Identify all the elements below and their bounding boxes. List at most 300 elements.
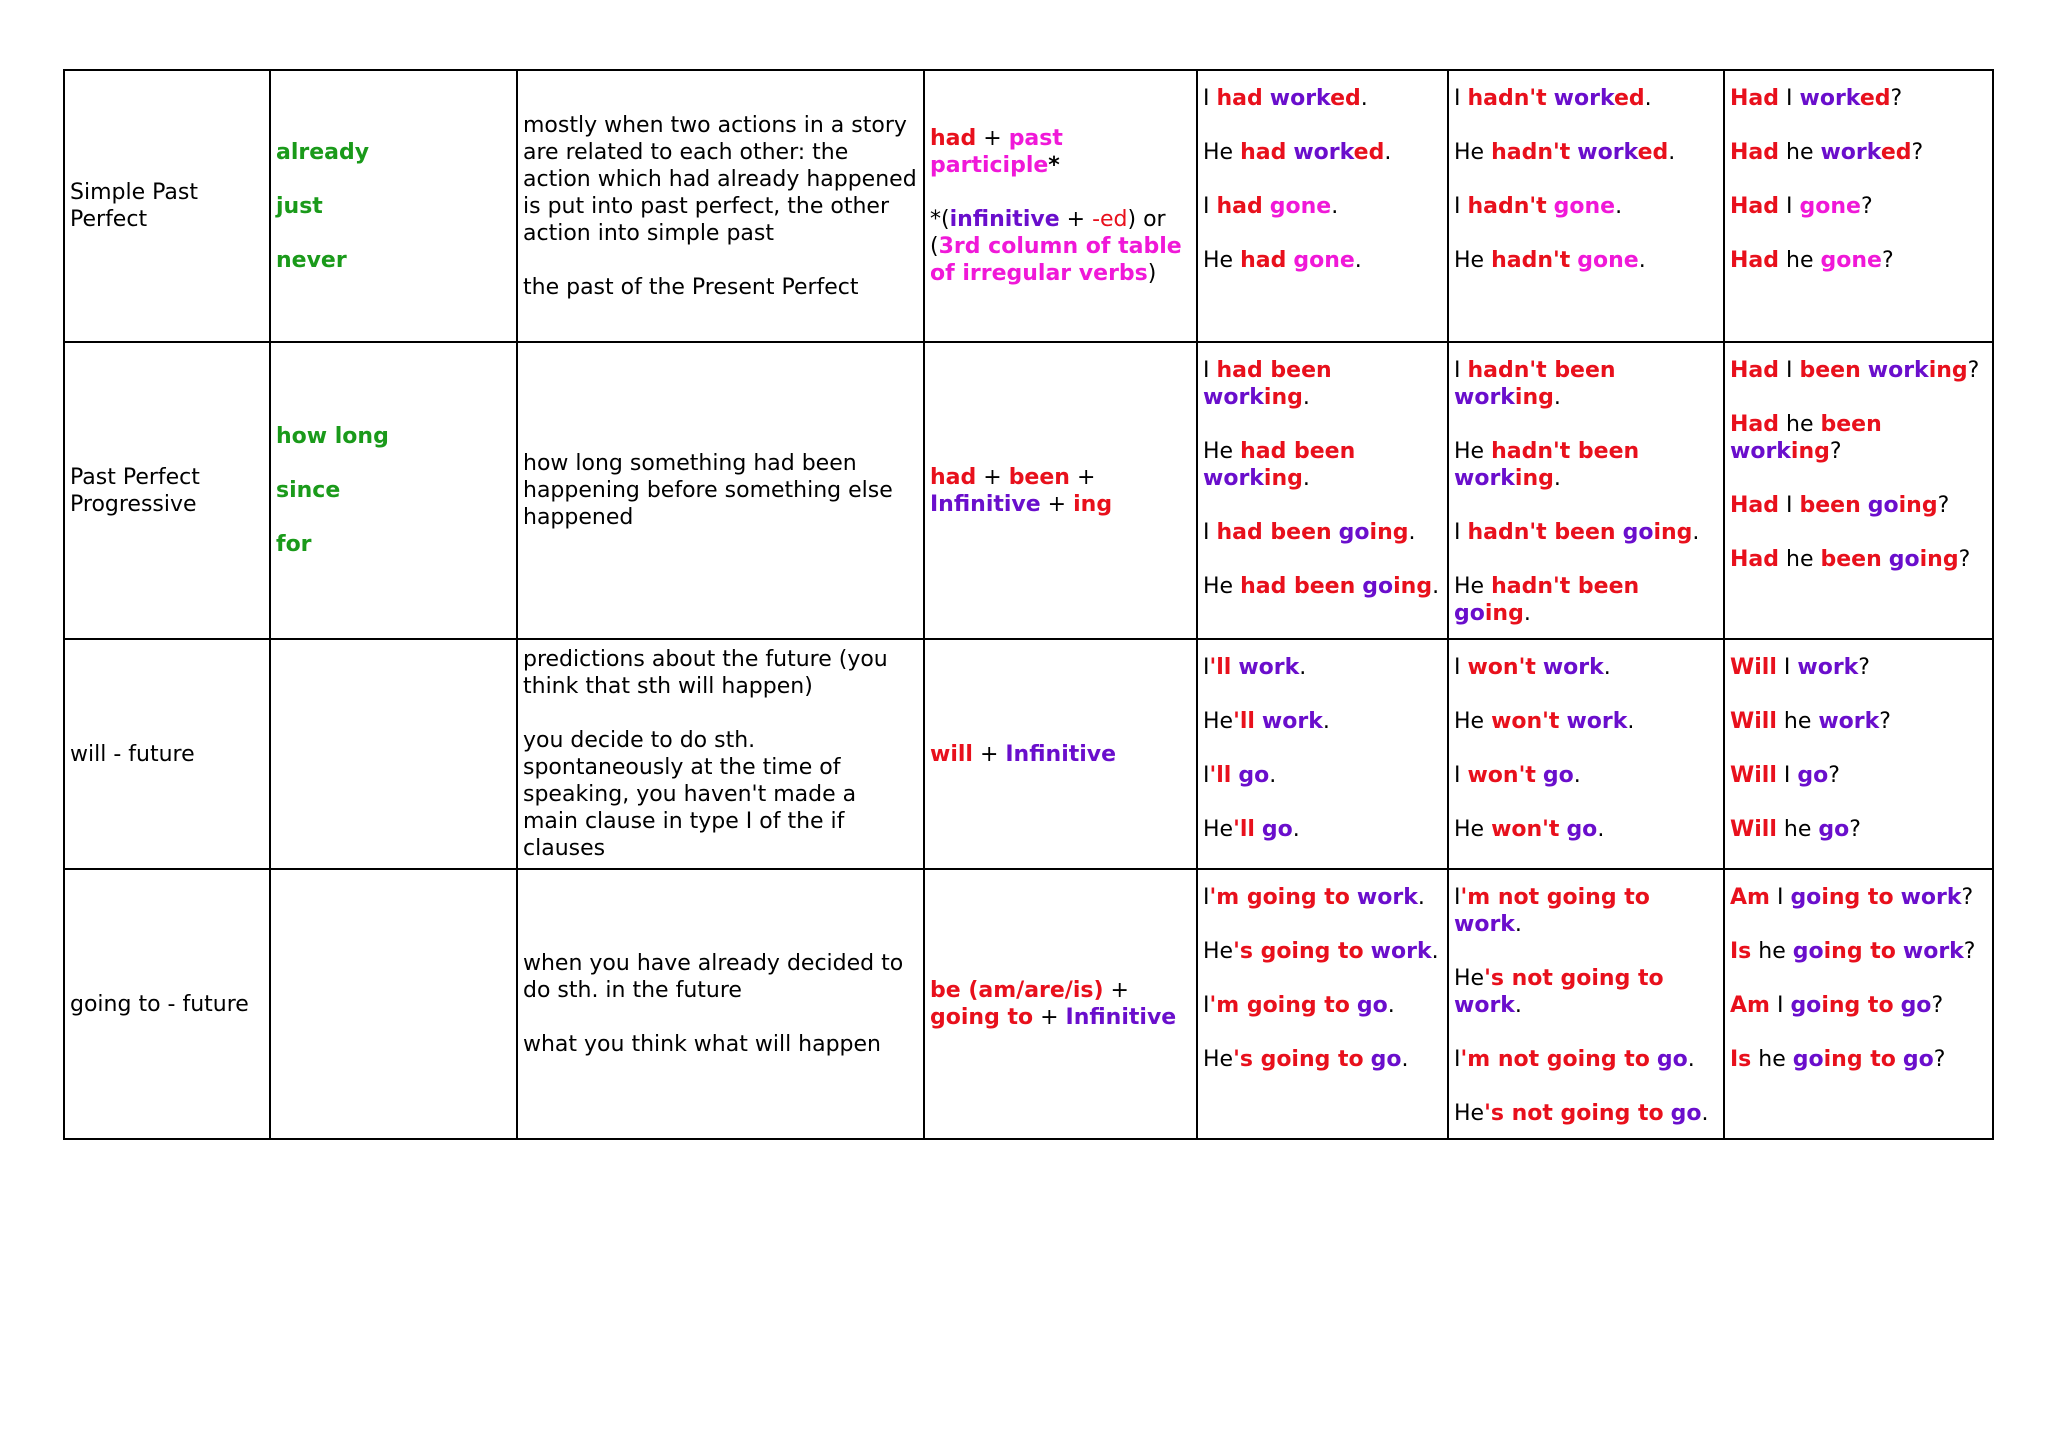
text-segment: ? — [1937, 493, 1950, 518]
text-segment: . — [1432, 574, 1440, 599]
text-segment: . — [1701, 1101, 1709, 1126]
text-segment: . — [1354, 248, 1362, 273]
text-segment: gone — [1577, 248, 1639, 273]
use-cell — [517, 869, 924, 1139]
tense-name: going to - future — [70, 991, 249, 1017]
text-segment: + — [976, 126, 1009, 151]
example-sentence — [1730, 193, 1987, 220]
signal-words-cell — [270, 342, 517, 639]
text-segment: go — [1622, 520, 1654, 545]
use-text: you decide to do sth. spontaneously at the time of speaking, you haven't made a main clause in type I of the if clauses — [523, 728, 857, 861]
text-segment: work — [1577, 140, 1638, 165]
text-segment: gone — [1269, 194, 1332, 219]
text-segment: Had — [1730, 248, 1780, 273]
text-segment: go — [1362, 574, 1394, 599]
text-segment: he — [1779, 547, 1821, 572]
text-segment: . — [1523, 601, 1531, 626]
text-segment: 'll — [1209, 763, 1232, 788]
text-segment: had — [1240, 140, 1287, 165]
example-sentence — [1454, 708, 1718, 735]
text-segment: ing — [1263, 385, 1303, 410]
text-segment: He — [1454, 1101, 1485, 1126]
text-segment — [1263, 194, 1270, 219]
text-segment: gone — [1799, 194, 1861, 219]
example-sentence — [1203, 654, 1442, 681]
text-segment: work — [1730, 439, 1791, 464]
text-segment: I — [1776, 763, 1798, 788]
text-segment: go — [1670, 1101, 1702, 1126]
text-segment: . — [1401, 1047, 1409, 1072]
text-segment: I — [1454, 86, 1468, 111]
example-sentence — [1730, 884, 1987, 911]
text-segment: work — [1356, 885, 1418, 910]
question-examples-cell — [1724, 869, 1993, 1139]
negative-examples-cell — [1448, 70, 1724, 342]
example-sentence — [1730, 816, 1987, 843]
text-segment: ing — [1393, 574, 1433, 599]
text-segment: had — [1240, 248, 1287, 273]
form-text — [930, 464, 1191, 518]
text-segment: work — [1553, 86, 1614, 111]
text-segment: ? — [1828, 763, 1840, 788]
text-segment: had — [1216, 86, 1263, 111]
positive-examples-cell — [1197, 70, 1448, 342]
text-segment: Is — [1730, 939, 1752, 964]
text-segment: Will — [1730, 655, 1777, 680]
text-segment: I — [1203, 763, 1210, 788]
text-segment: ? — [1961, 885, 1974, 910]
signal-word: how long — [276, 424, 389, 449]
text-segment: Am — [1730, 885, 1770, 910]
text-segment: had — [1216, 194, 1263, 219]
text-segment: + — [976, 464, 1009, 490]
text-segment: had been — [1240, 439, 1356, 464]
signal-words-cell — [270, 869, 517, 1139]
text-segment: Will — [1730, 763, 1777, 788]
text-segment: won't — [1491, 709, 1560, 734]
example-sentence — [1454, 193, 1718, 220]
text-segment: ? — [1858, 655, 1870, 680]
text-segment: . — [1514, 912, 1522, 937]
example-sentence — [1203, 938, 1442, 965]
text-segment: ing — [1653, 520, 1693, 545]
text-segment: ? — [1849, 817, 1861, 842]
use-cell — [517, 70, 924, 342]
text-segment: hadn't been — [1491, 439, 1640, 464]
example-sentence — [1730, 762, 1987, 789]
form-text — [930, 125, 1191, 179]
text-segment: . — [1514, 993, 1522, 1018]
text-segment: been — [1820, 547, 1882, 572]
text-segment: . — [1292, 817, 1300, 842]
use-text: the past of the Present Perfect — [523, 274, 859, 300]
text-segment: had been — [1216, 358, 1332, 383]
question-examples-cell — [1724, 342, 1993, 639]
text-segment: . — [1417, 885, 1425, 910]
form-cell — [924, 639, 1197, 869]
text-segment: I — [1454, 520, 1468, 545]
text-segment: had been — [1240, 574, 1356, 599]
text-segment: I — [1454, 885, 1461, 910]
text-segment: had — [930, 126, 977, 151]
text-segment: go — [1867, 493, 1899, 518]
text-segment: -ed — [1092, 207, 1128, 232]
text-segment: work — [1454, 993, 1515, 1018]
example-sentence — [1454, 573, 1718, 627]
text-segment: I — [1203, 885, 1210, 910]
text-segment: 'm not going to — [1460, 1047, 1650, 1072]
text-segment: work — [1261, 709, 1323, 734]
text-segment: . — [1553, 466, 1561, 491]
table-row-simple-past-perfect — [64, 70, 1993, 342]
text-segment: been — [1799, 358, 1861, 383]
example-sentence — [1730, 546, 1987, 573]
text-segment: + — [1069, 464, 1096, 490]
example-sentence — [1730, 708, 1987, 735]
text-segment: he — [1776, 817, 1819, 842]
text-segment: 'm going to — [1209, 885, 1350, 910]
example-sentence — [1454, 762, 1718, 789]
text-segment: 'm going to — [1209, 993, 1350, 1018]
text-segment: work — [1542, 655, 1604, 680]
example-sentence — [1203, 519, 1442, 546]
text-segment: 3rd column of table of irregular verbs — [930, 234, 1182, 286]
negative-examples-cell — [1448, 342, 1724, 639]
text-segment: be (am/are/is) — [930, 978, 1104, 1003]
text-segment: . — [1360, 86, 1368, 111]
text-segment: go — [1454, 601, 1485, 626]
text-segment: Had — [1730, 412, 1780, 437]
text-segment: go — [1790, 993, 1822, 1018]
text-segment: hadn't been — [1467, 520, 1616, 545]
use-cell — [517, 639, 924, 869]
text-segment — [1536, 655, 1543, 680]
example-sentence — [1203, 762, 1442, 789]
text-segment: ) or ( — [930, 207, 1166, 259]
example-sentence — [1203, 884, 1442, 911]
text-segment: I — [1203, 86, 1217, 111]
text-segment: 'm not going to — [1460, 885, 1650, 910]
text-segment: Will — [1730, 817, 1777, 842]
text-segment: go — [1818, 817, 1850, 842]
text-segment: ing — [1514, 466, 1554, 491]
text-segment: Infinitive — [1005, 741, 1117, 767]
text-segment: go — [1238, 763, 1270, 788]
text-segment: Infinitive — [1065, 1005, 1177, 1030]
text-segment: ? — [1958, 547, 1971, 572]
signal-words-cell — [270, 639, 517, 869]
positive-examples-cell — [1197, 869, 1448, 1139]
tense-name-cell — [64, 639, 270, 869]
text-segment: hadn't — [1467, 194, 1547, 219]
text-segment: ? — [1967, 358, 1980, 383]
text-segment: . — [1269, 763, 1277, 788]
positive-examples-cell — [1197, 342, 1448, 639]
text-segment: go — [1792, 939, 1824, 964]
text-segment: He — [1454, 140, 1492, 165]
example-sentence — [1203, 139, 1442, 166]
text-segment: ing to — [1823, 1047, 1896, 1072]
text-segment — [1350, 993, 1357, 1018]
text-segment: ed — [1859, 86, 1891, 111]
text-segment: had — [930, 464, 977, 490]
text-segment: I — [1203, 520, 1217, 545]
text-segment: He — [1203, 939, 1234, 964]
text-segment: Will — [1730, 709, 1777, 734]
text-segment: I — [1779, 194, 1800, 219]
form-cell — [924, 342, 1197, 639]
text-segment: He — [1203, 817, 1234, 842]
text-segment: been — [1799, 493, 1861, 518]
text-segment: work — [1797, 655, 1859, 680]
text-segment — [1894, 885, 1901, 910]
text-segment: gone — [1553, 194, 1616, 219]
example-sentence — [1454, 438, 1718, 492]
text-segment: been — [1008, 464, 1070, 490]
text-segment: . — [1692, 520, 1700, 545]
text-segment: . — [1299, 655, 1307, 680]
text-segment: go — [1792, 1047, 1824, 1072]
example-sentence — [1203, 247, 1442, 274]
text-segment: + — [1059, 207, 1093, 232]
text-segment: . — [1668, 140, 1676, 165]
example-sentence — [1730, 357, 1987, 384]
text-segment: . — [1644, 86, 1652, 111]
example-sentence — [1454, 884, 1718, 938]
text-segment: I — [1203, 655, 1210, 680]
text-segment: go — [1370, 1047, 1402, 1072]
text-segment: Had — [1730, 86, 1780, 111]
text-segment: work — [1454, 466, 1515, 491]
text-segment: ? — [1829, 439, 1842, 464]
text-segment: . — [1573, 763, 1581, 788]
text-segment: ed — [1353, 140, 1385, 165]
text-segment: . — [1553, 385, 1561, 410]
example-sentence — [1203, 573, 1442, 600]
question-examples-cell — [1724, 70, 1993, 342]
example-sentence — [1203, 438, 1442, 492]
text-segment: work — [1900, 885, 1962, 910]
text-segment: he — [1751, 939, 1793, 964]
example-sentence — [1730, 85, 1987, 112]
text-segment: hadn't — [1491, 248, 1571, 273]
text-segment: work — [1269, 86, 1331, 111]
text-segment: He — [1454, 574, 1492, 599]
example-sentence — [1454, 519, 1718, 546]
text-segment: I — [1769, 993, 1791, 1018]
text-segment: Am — [1730, 993, 1770, 1018]
text-segment: . — [1384, 140, 1392, 165]
text-segment: I — [1454, 194, 1468, 219]
text-segment: He — [1454, 709, 1492, 734]
example-sentence — [1203, 85, 1442, 112]
text-segment: won't — [1467, 655, 1536, 680]
text-segment: . — [1431, 939, 1439, 964]
text-segment — [1896, 1047, 1903, 1072]
text-segment: ? — [1860, 194, 1873, 219]
text-segment: . — [1603, 655, 1611, 680]
text-segment — [1894, 993, 1901, 1018]
text-segment: hadn't — [1491, 140, 1571, 165]
text-segment: ing — [1919, 547, 1959, 572]
signal-word: just — [276, 193, 323, 219]
example-sentence — [1730, 139, 1987, 166]
text-segment — [1536, 763, 1543, 788]
text-segment: ing to — [1821, 993, 1894, 1018]
text-segment: 's not going to — [1484, 966, 1664, 991]
text-segment: ing to — [1823, 939, 1896, 964]
signal-word: never — [276, 247, 347, 273]
text-segment: ed — [1637, 140, 1669, 165]
example-sentence — [1454, 965, 1718, 1019]
text-segment: work — [1454, 912, 1515, 937]
text-segment: Had — [1730, 493, 1780, 518]
example-sentence — [1454, 816, 1718, 843]
text-segment: will — [930, 741, 973, 767]
text-segment — [1861, 358, 1868, 383]
text-segment: He — [1454, 248, 1492, 273]
text-segment — [1547, 194, 1554, 219]
text-segment: I — [1454, 358, 1468, 383]
text-segment: gone — [1293, 248, 1355, 273]
text-segment: I — [1779, 86, 1800, 111]
text-segment: . — [1597, 817, 1605, 842]
text-segment: ing — [1073, 491, 1113, 517]
text-segment: ) — [1147, 261, 1157, 286]
text-segment: ed — [1613, 86, 1645, 111]
text-segment: He — [1454, 439, 1492, 464]
text-segment: I — [1769, 885, 1791, 910]
text-segment: go — [1797, 763, 1829, 788]
text-segment: work — [1454, 385, 1515, 410]
text-segment: Is — [1730, 1047, 1752, 1072]
text-segment — [1547, 86, 1554, 111]
text-segment — [1364, 939, 1371, 964]
text-segment: ing — [1484, 601, 1524, 626]
text-segment: I — [1779, 493, 1800, 518]
form-text — [930, 741, 1191, 768]
text-segment: he — [1779, 140, 1821, 165]
text-segment: He — [1203, 439, 1241, 464]
text-segment: won't — [1491, 817, 1560, 842]
example-sentence — [1730, 938, 1987, 965]
text-segment: go — [1888, 547, 1920, 572]
example-sentence — [1203, 816, 1442, 843]
text-segment: Had — [1730, 194, 1780, 219]
text-segment: go — [1261, 817, 1293, 842]
negative-examples-cell — [1448, 639, 1724, 869]
text-segment: ing — [1263, 466, 1303, 491]
example-sentence — [1454, 247, 1718, 274]
text-segment: ed — [1880, 140, 1912, 165]
text-segment — [1650, 1047, 1657, 1072]
text-segment: . — [1408, 520, 1416, 545]
text-segment: ing — [1790, 439, 1830, 464]
text-segment — [1616, 520, 1623, 545]
text-segment: I — [1454, 655, 1468, 680]
text-segment: I — [1203, 358, 1217, 383]
text-segment: * — [1048, 153, 1060, 178]
text-segment — [1255, 817, 1262, 842]
text-segment: ? — [1879, 709, 1891, 734]
signal-word: since — [276, 478, 341, 503]
text-segment: 's not going to — [1484, 1101, 1664, 1126]
use-text: mostly when two actions in a story are related to each other: the action which had already happened is put into past perfect, the other action into simple past — [523, 112, 917, 246]
text-segment: ing — [1514, 385, 1554, 410]
text-segment: go — [1902, 1047, 1934, 1072]
text-segment: 's going to — [1233, 939, 1364, 964]
negative-examples-cell — [1448, 869, 1724, 1139]
signal-word: for — [276, 532, 312, 557]
text-segment: ? — [1931, 993, 1944, 1018]
signal-words-cell — [270, 70, 517, 342]
text-segment: . — [1387, 993, 1395, 1018]
form-cell — [924, 70, 1197, 342]
text-segment: hadn't been — [1467, 358, 1616, 383]
text-segment: + — [1040, 491, 1074, 517]
use-cell — [517, 342, 924, 639]
tense-name-cell — [64, 70, 270, 342]
text-segment: ? — [1881, 248, 1894, 273]
text-segment: work — [1566, 709, 1628, 734]
text-segment — [1861, 493, 1868, 518]
text-segment: go — [1900, 993, 1932, 1018]
form-cell — [924, 869, 1197, 1139]
text-segment: Had — [1730, 140, 1780, 165]
example-sentence — [1454, 1100, 1718, 1127]
text-segment: he — [1776, 709, 1819, 734]
example-sentence — [1203, 708, 1442, 735]
text-segment: + — [1103, 978, 1129, 1003]
text-segment: I — [1454, 1047, 1461, 1072]
signal-word: already — [276, 139, 370, 165]
text-segment — [1255, 709, 1262, 734]
use-text: what you think what will happen — [523, 1032, 882, 1057]
text-segment: ? — [1963, 939, 1976, 964]
text-segment: he — [1751, 1047, 1793, 1072]
text-segment: work — [1203, 385, 1264, 410]
text-segment: go — [1542, 763, 1574, 788]
text-segment: work — [1799, 86, 1860, 111]
text-segment: Infinitive — [930, 491, 1041, 517]
tense-name: Simple Past Perfect — [70, 180, 198, 232]
text-segment: I — [1454, 763, 1468, 788]
example-sentence — [1203, 992, 1442, 1019]
example-sentence — [1454, 1046, 1718, 1073]
text-segment: . — [1302, 385, 1310, 410]
example-sentence — [1454, 139, 1718, 166]
text-segment: work — [1818, 709, 1880, 734]
example-sentence — [1730, 654, 1987, 681]
text-segment: . — [1322, 709, 1330, 734]
use-text: when you have already decided to do sth. in the future — [523, 951, 904, 1003]
example-sentence — [1203, 193, 1442, 220]
tense-name-cell — [64, 869, 270, 1139]
text-segment — [1263, 86, 1270, 111]
text-segment: 'll — [1233, 709, 1255, 734]
form-text — [930, 977, 1191, 1031]
text-segment: He — [1203, 574, 1241, 599]
text-segment: I — [1776, 655, 1798, 680]
text-segment: He — [1203, 140, 1241, 165]
text-segment: going to — [930, 1005, 1034, 1030]
text-segment: He — [1203, 248, 1241, 273]
use-text: how long something had been happening before something else happened — [523, 451, 893, 530]
text-segment: been — [1820, 412, 1882, 437]
text-segment: he — [1779, 248, 1821, 273]
text-segment: + — [972, 741, 1006, 767]
text-segment: 'll — [1209, 655, 1232, 680]
